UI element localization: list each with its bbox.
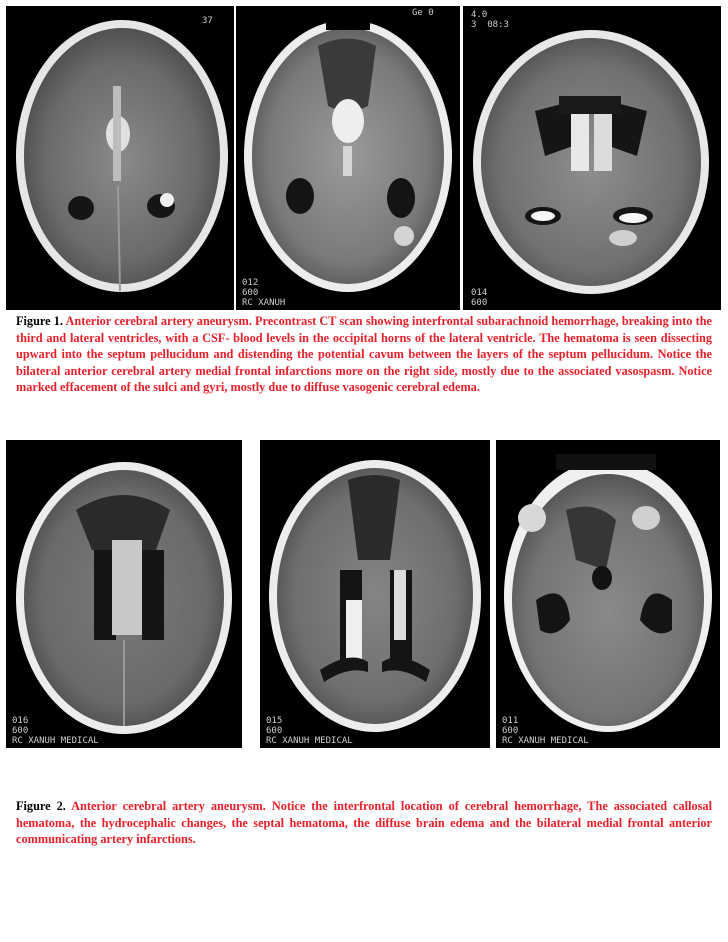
figure1-label: Figure 1. [16, 314, 64, 328]
figure1-scan-2 [236, 6, 460, 310]
figure1-scan-3 [463, 6, 721, 310]
panel-text: Ge 0 [412, 8, 434, 18]
panel-text: 015 600 RC XANUH MEDICAL [266, 716, 353, 746]
figure2-caption [16, 798, 712, 848]
figure2-caption-text: Anterior cerebral artery aneurysm. Notice the interfrontal location of cerebral hemorrhage, The associated callosal hematoma, the hydrocephalic changes, the septal hematoma, the diffuse brain edema and the bilateral medial frontal anterior communicating artery infarctions. [16, 799, 712, 847]
panel-text: 011 600 RC XANUH MEDICAL [502, 716, 589, 746]
panel-text: 4.0 3 08:3 [471, 10, 509, 30]
figure2-scan-1 [6, 440, 242, 748]
panel-text: 37 [202, 16, 213, 26]
panel-text: 012 600 RC XANUH [242, 278, 286, 308]
figure1-scan-1 [6, 6, 234, 310]
figure2-scan-2 [260, 440, 490, 748]
figure1-caption [16, 313, 712, 396]
figure2-label: Figure 2. [16, 799, 66, 813]
figure1-caption-text: Anterior cerebral artery aneurysm. Precontrast CT scan showing interfrontal subarachnoid hemorrhage, breaking into the third and lateral ventricles, with a CSF- blood levels in the occipital horns of the lateral ventricle. The hematoma is seen dissecting upward into the septum pellucidum and distending the potential cavum between the layers of the septum pellucidum. Notice the bilateral anterior cerebral artery medial frontal infarctions more on the right side, mostly due to the associated vasospasm. Notice marked effacement of the sulci and gyri, mostly due to diffuse vasogenic cerebral edema. [16, 314, 712, 395]
panel-text: 016 600 RC XANUH MEDICAL [12, 716, 99, 746]
panel-text: 014 600 [471, 288, 488, 308]
figure2-scan-3 [496, 440, 720, 748]
